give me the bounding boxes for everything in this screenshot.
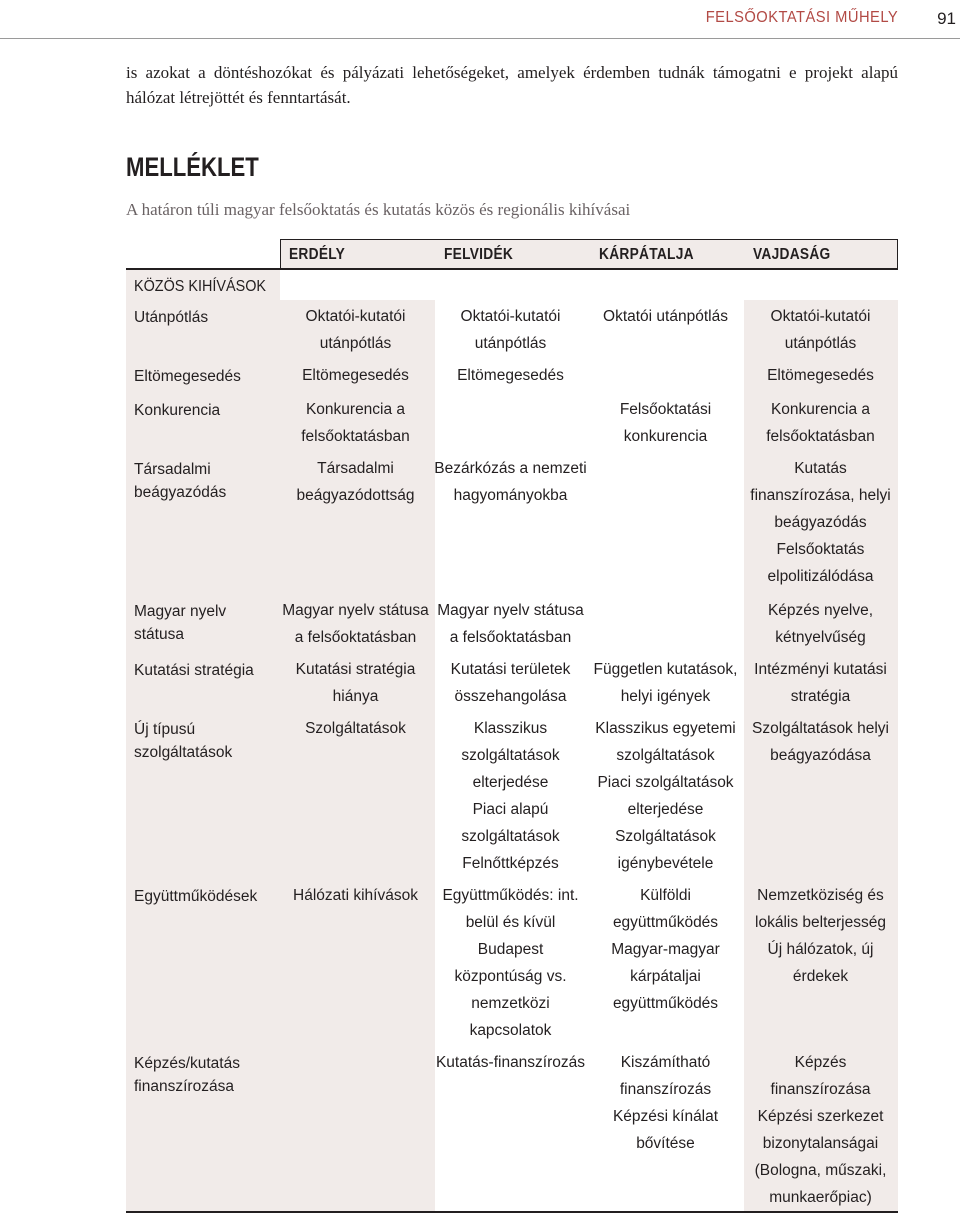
region-cell — [278, 594, 433, 653]
challenge-cell — [126, 452, 278, 592]
challenge-label: Új típusú szolgáltatások — [134, 721, 233, 761]
column-header-band — [280, 239, 898, 269]
region-cell — [278, 452, 433, 592]
cell-entry: Kutatási stratégia hiánya — [295, 661, 416, 705]
page-header — [0, 0, 960, 39]
column-header-felvidek: FELVIDÉK — [444, 246, 514, 263]
cell-entry: Oktatói utánpótlás — [603, 308, 728, 325]
region-cell — [588, 452, 743, 592]
region-cell — [433, 393, 588, 452]
table-row — [126, 393, 898, 452]
cell-entry: Oktatói-kutatói utánpótlás — [770, 308, 871, 352]
challenge-label: Képzés/kutatás finanszírozása — [134, 1055, 240, 1095]
column-header-vajdasag: VAJDASÁG — [753, 246, 831, 263]
cell-entry: Intézményi kutatási stratégia — [754, 661, 887, 705]
region-cell — [588, 594, 743, 653]
cell-entry: Társadalmi beágyazódottság — [296, 460, 415, 504]
region-cell — [433, 653, 588, 712]
appendix-subtitle: A határon túli magyar felsőoktatás és kutatás közös és regionális kihívásai — [126, 200, 631, 219]
cell-entry: Kiszámítható finanszírozás — [619, 1054, 712, 1098]
table-body — [126, 300, 898, 1213]
challenge-label: Társadalmi beágyazódás — [134, 461, 227, 501]
cell-entry: Együttműködés: int. belül és kívül — [442, 887, 579, 931]
region-cell — [433, 712, 588, 879]
region-cell — [433, 879, 588, 1046]
region-cell — [433, 359, 588, 391]
cell-entry: Új hálózatok, új érdekek — [767, 941, 874, 985]
cell-entry: Kutatási területek összehangolása — [450, 661, 571, 705]
table-row — [126, 712, 898, 879]
group-label: KÖZÖS KIHÍVÁSOK — [134, 278, 267, 295]
region-cell — [278, 879, 433, 1046]
challenge-cell — [126, 879, 278, 1046]
region-cell — [278, 359, 433, 391]
cell-entry: Konkurencia a felsőoktatásban — [301, 401, 410, 445]
challenge-cell — [126, 300, 278, 359]
region-cell — [743, 594, 898, 653]
challenge-cell — [126, 359, 278, 391]
region-cell — [278, 300, 433, 359]
cell-entry: Képzési kínálat bővítése — [612, 1108, 719, 1152]
challenge-cell — [126, 594, 278, 653]
cell-entry: Hálózati kihívások — [293, 887, 418, 904]
cell-entry: Oktatói-kutatói utánpótlás — [305, 308, 406, 352]
region-cell — [588, 879, 743, 1046]
cell-entry: Kutatás finanszírozása, helyi beágyazódás — [750, 460, 891, 531]
running-title: FELSŐOKTATÁSI MŰHELY — [705, 9, 898, 26]
region-cell — [743, 879, 898, 1046]
region-cell — [743, 712, 898, 879]
region-cell — [588, 653, 743, 712]
cell-entry: Eltömegesedés — [767, 367, 874, 384]
cell-entry: Képzés finanszírozása — [770, 1054, 871, 1098]
challenges-table — [126, 239, 898, 1213]
region-cell — [278, 653, 433, 712]
region-cell — [743, 452, 898, 592]
cell-entry: Külföldi együttműködés — [612, 887, 719, 931]
cell-entry: Szolgáltatások — [305, 720, 406, 737]
cell-entry: Konkurencia a felsőoktatásban — [766, 401, 875, 445]
challenge-label: Együttműködések — [134, 888, 258, 905]
region-cell — [278, 393, 433, 452]
challenge-cell — [126, 1046, 278, 1213]
table-row — [126, 879, 898, 1046]
region-cell — [743, 393, 898, 452]
cell-entry: Bezárkózás a nemzeti hagyományokba — [434, 460, 587, 504]
cell-entry: Oktatói-kutatói utánpótlás — [460, 308, 561, 352]
table-row — [126, 300, 898, 359]
cell-entry: Klasszikus egyetemi szolgáltatások — [595, 720, 736, 764]
cell-entry: Piaci alapú szolgáltatások — [461, 801, 560, 845]
challenge-cell — [126, 712, 278, 879]
cell-entry: Magyar nyelv státusa a felsőoktatásban — [437, 602, 584, 646]
cell-entry: Magyar nyelv státusa a felsőoktatásban — [282, 602, 429, 646]
cell-entry: Eltömegesedés — [457, 367, 564, 384]
region-cell — [743, 300, 898, 359]
region-cell — [433, 452, 588, 592]
bottom-rule — [126, 1211, 898, 1213]
cell-entry: Budapest központúság vs. nemzetközi kapcsolatok — [454, 941, 567, 1039]
region-cell — [433, 1046, 588, 1213]
cell-entry: Független kutatások, helyi igények — [593, 661, 738, 705]
cell-entry: Eltömegesedés — [302, 367, 409, 384]
cell-entry: Felsőoktatás elpolitizálódása — [767, 541, 874, 585]
cell-entry: Képzés nyelve, kétnyelvűség — [767, 602, 874, 646]
table-row — [126, 452, 898, 592]
challenge-label: Kutatási stratégia — [134, 662, 254, 679]
region-cell — [743, 653, 898, 712]
region-cell — [433, 594, 588, 653]
column-header-erdely: ERDÉLY — [289, 246, 346, 263]
region-cell — [278, 712, 433, 879]
region-cell — [588, 712, 743, 879]
table-row — [126, 1046, 898, 1213]
challenge-cell — [126, 393, 278, 452]
cell-entry: Klasszikus szolgáltatások elterjedése — [461, 720, 560, 791]
page-number: 91 — [937, 9, 956, 28]
region-cell — [743, 359, 898, 391]
region-cell — [433, 300, 588, 359]
region-cell — [743, 1046, 898, 1213]
cell-entry: Felnőttképzés — [462, 855, 559, 872]
appendix-title: MELLÉKLET — [126, 152, 259, 182]
cell-entry: Képzési szerkezet bizonytalanságai (Bologna, műszaki, munkaerőpiac) — [754, 1108, 887, 1206]
region-cell — [588, 393, 743, 452]
region-cell — [588, 359, 743, 391]
cell-entry: Szolgáltatások helyi beágyazódása — [752, 720, 889, 764]
region-cell — [588, 300, 743, 359]
table-row — [126, 594, 898, 653]
column-header-karpatalja: KÁRPÁTALJA — [599, 246, 694, 263]
challenge-label: Eltömegesedés — [134, 368, 241, 385]
intro-paragraph: is azokat a döntéshozókat és pályázati lehetőségeket, amelyek érdemben tudnák támogatni e projekt alapú hálózat létrejöttét és fenntartását. — [126, 63, 898, 107]
region-cell — [278, 1046, 433, 1213]
challenge-label: Magyar nyelv státusa — [134, 603, 227, 643]
table-row — [126, 653, 898, 712]
region-cell — [588, 1046, 743, 1213]
challenge-label: Konkurencia — [134, 402, 221, 419]
cell-entry: Felsőoktatási konkurencia — [619, 401, 712, 445]
cell-entry: Kutatás-finanszírozás — [435, 1054, 586, 1071]
table-row — [126, 359, 898, 391]
cell-entry: Magyar-magyar kárpátaljai együttműködés — [611, 941, 720, 1012]
cell-entry: Piaci szolgáltatások elterjedése — [597, 774, 734, 818]
cell-entry: Szolgáltatások igénybevétele — [615, 828, 716, 872]
cell-entry: Nemzetköziség és lokális belterjesség — [755, 887, 886, 931]
challenge-label: Utánpótlás — [134, 309, 209, 326]
challenge-cell — [126, 653, 278, 712]
header-rule — [126, 268, 898, 270]
